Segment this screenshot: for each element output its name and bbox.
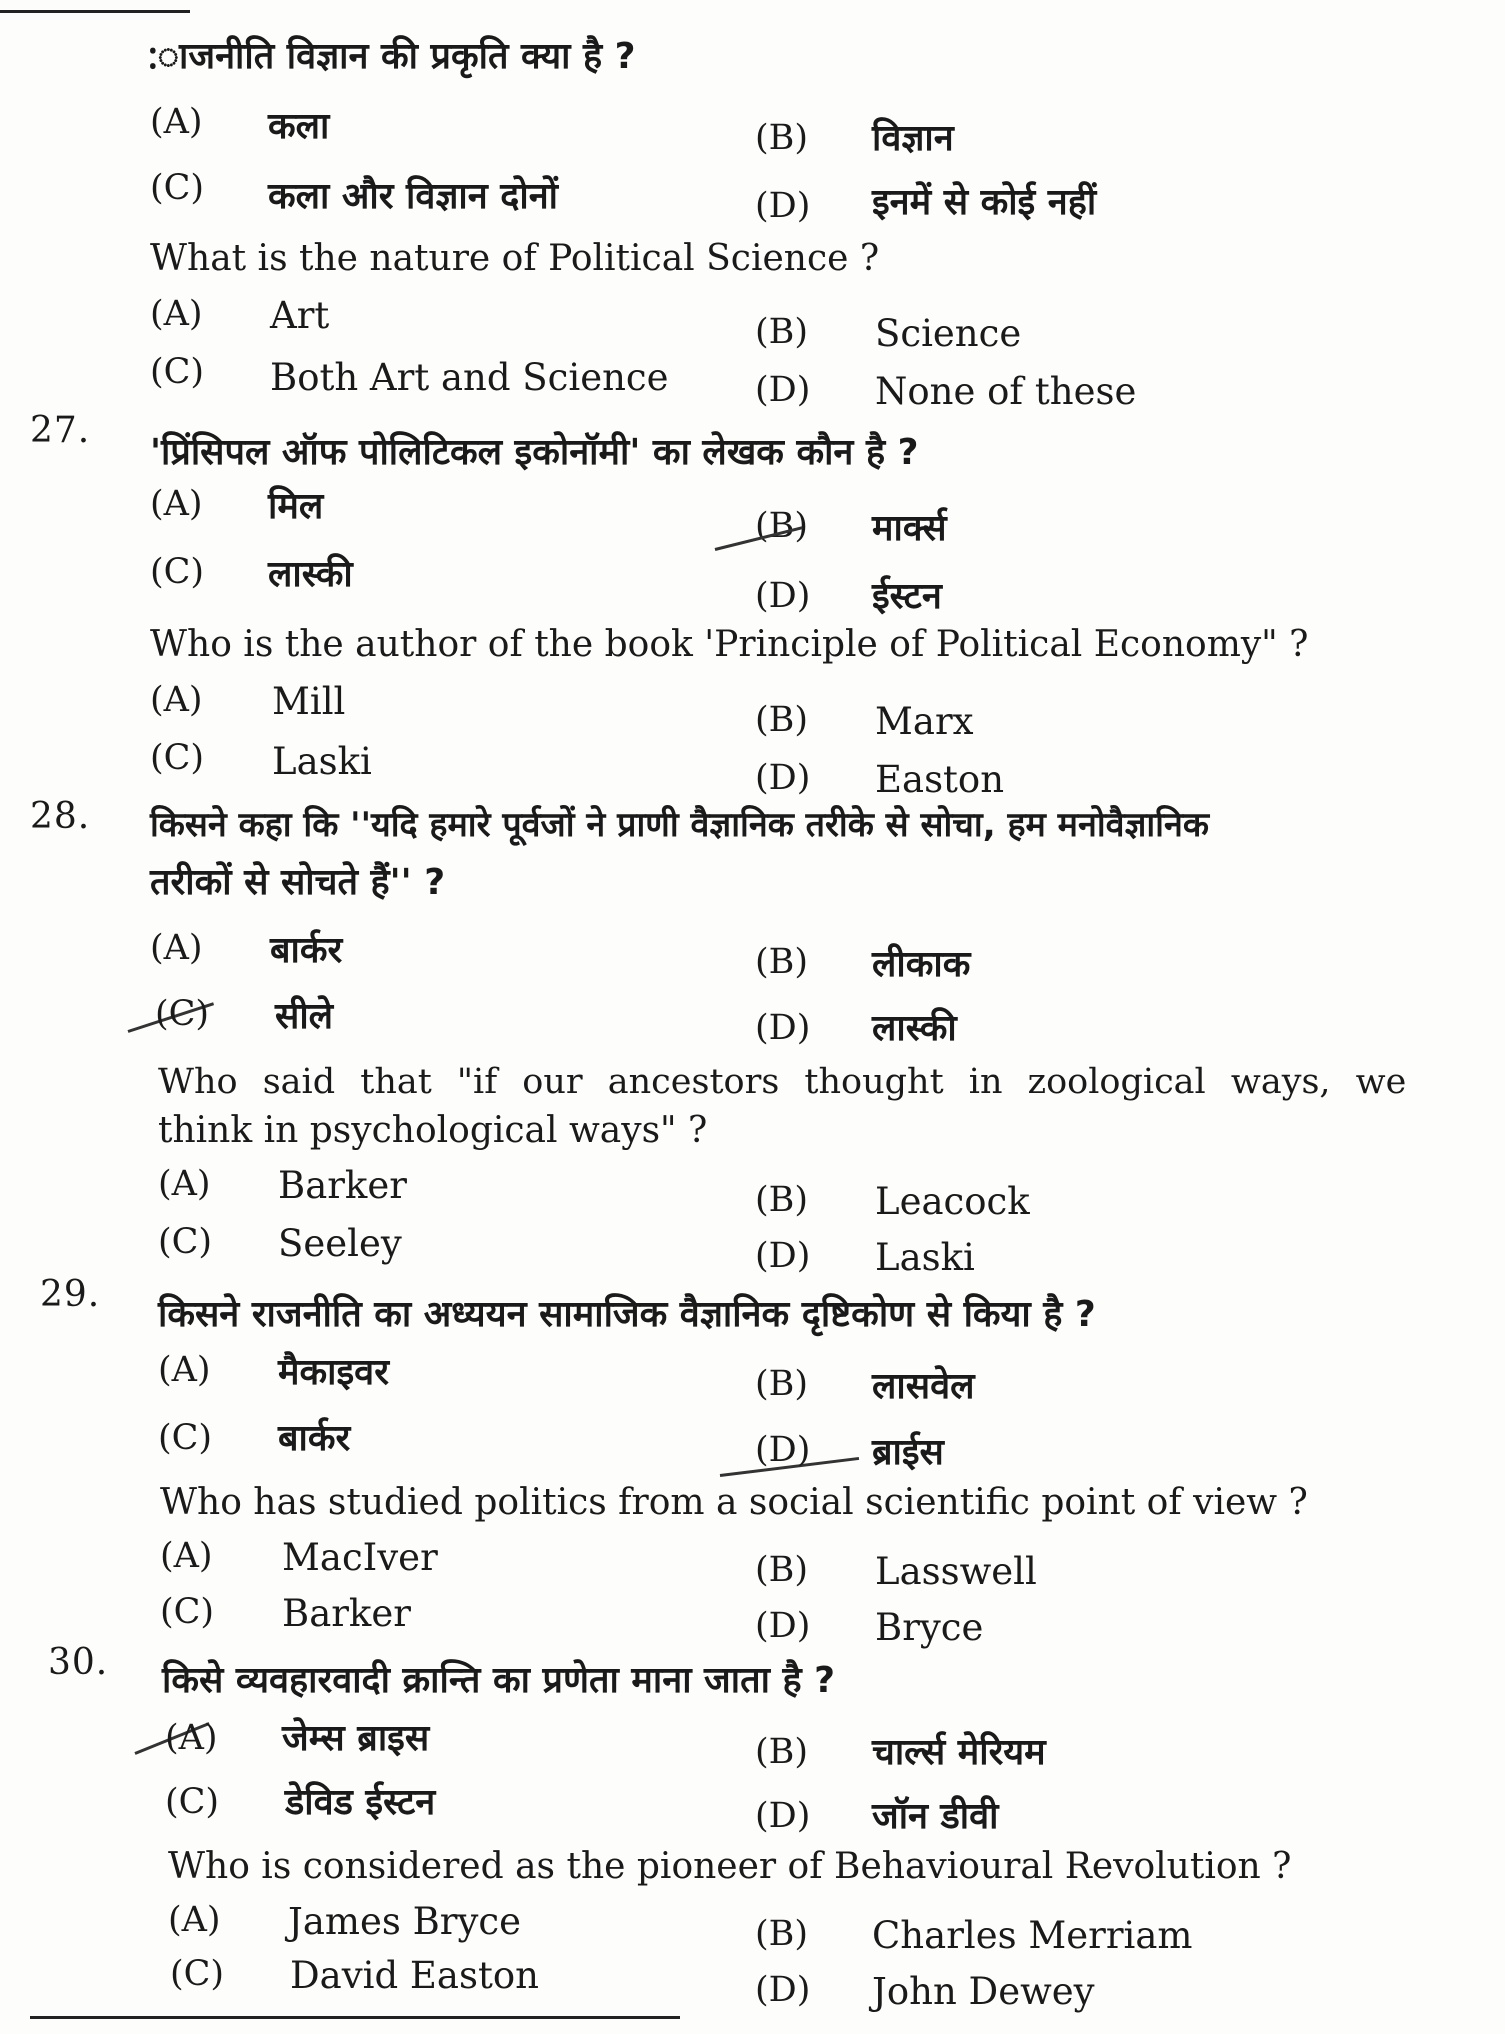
q29-en-option-a: MacIver [282, 1536, 438, 1579]
q26-hindi-text: :ाजनीति विज्ञान की प्रकृति क्या है ? [148, 36, 636, 77]
q30-hi-label-a: (A) [165, 1718, 218, 1758]
q28-hi-label-d: (D) [755, 1008, 811, 1048]
q27-hi-label-c: (C) [150, 552, 205, 592]
q30-hi-option-c: डेविड ईस्टन [285, 1782, 436, 1823]
q27-hi-option-d: ईस्टन [872, 576, 942, 617]
q29-number: 29. [40, 1274, 101, 1315]
q29-hi-option-b: लासवेल [872, 1366, 975, 1407]
q30-hi-option-b: चार्ल्स मेरियम [872, 1732, 1046, 1773]
q30-number: 30. [48, 1642, 109, 1683]
q27-hi-label-b: (B) [755, 506, 809, 546]
q27-number: 27. [30, 410, 91, 451]
q27-en-label-a: (A) [150, 680, 203, 720]
q27-hi-option-a: मिल [268, 486, 324, 527]
q29-en-label-a: (A) [160, 1536, 213, 1576]
q28-hindi-text-line1: किसने कहा कि ''यदि हमारे पूर्वजों ने प्राणी वैज्ञानिक तरीके से सोचा, हम मनोवैज्ञानिक [150, 805, 1209, 845]
q26-en-option-d: None of these [875, 370, 1137, 413]
q29-hi-label-b: (B) [755, 1364, 809, 1404]
q28-english-text-line2: think in psychological ways" ? [158, 1110, 708, 1151]
q27-hindi-text: 'प्रिंसिपल ऑफ पोलिटिकल इकोनॉमी' का लेखक कौन है ? [150, 432, 919, 473]
q30-hindi-text: किसे व्यवहारवादी क्रान्ति का प्रणेता माना जाता है ? [162, 1660, 835, 1701]
q29-en-label-b: (B) [755, 1550, 809, 1590]
q26-en-option-a: Art [270, 294, 330, 337]
q30-en-label-d: (D) [755, 1970, 811, 2010]
q28-hi-option-a: बार्कर [270, 930, 343, 971]
q26-en-label-b: (B) [755, 312, 809, 352]
q29-en-label-d: (D) [755, 1606, 811, 1646]
q28-en-option-d: Laski [875, 1236, 975, 1279]
q26-hi-label-c: (C) [150, 168, 205, 208]
q26-en-option-c: Both Art and Science [270, 356, 669, 399]
q28-en-label-b: (B) [755, 1180, 809, 1220]
q29-hi-option-d: ब्राईस [872, 1432, 944, 1473]
page-bottom-rule [30, 2016, 680, 2019]
q28-english-text-line1: Who said that "if our ancestors thought in zoological ways, we [158, 1062, 1407, 1102]
q29-hindi-text: किसने राजनीति का अध्ययन सामाजिक वैज्ञानिक दृष्टिकोण से किया है ? [158, 1294, 1096, 1335]
q30-en-label-c: (C) [170, 1954, 225, 1994]
q26-hi-option-d: इनमें से कोई नहीं [872, 182, 1097, 223]
q29-en-label-c: (C) [160, 1592, 215, 1632]
q29-english-text: Who has studied politics from a social scientific point of view ? [160, 1482, 1308, 1523]
q26-english-text: What is the nature of Political Science ? [150, 238, 880, 279]
q30-en-option-b: Charles Merriam [872, 1914, 1193, 1957]
q27-en-option-a: Mill [272, 680, 346, 723]
q28-hi-label-c: (C) [155, 994, 210, 1034]
q30-en-option-d: John Dewey [872, 1970, 1095, 2013]
q27-hi-label-d: (D) [755, 576, 811, 616]
q27-en-label-d: (D) [755, 758, 811, 798]
q26-en-label-d: (D) [755, 370, 811, 410]
q30-en-option-a: James Bryce [288, 1900, 522, 1943]
q29-hi-label-d: (D) [755, 1430, 811, 1470]
q28-en-option-c: Seeley [278, 1222, 402, 1265]
q26-hi-label-d: (D) [755, 186, 811, 226]
q27-en-option-b: Marx [875, 700, 974, 743]
q30-en-option-c: David Easton [290, 1954, 539, 1997]
q30-hi-label-d: (D) [755, 1796, 811, 1836]
q28-hindi-text-line2: तरीकों से सोचते हैं'' ? [150, 862, 446, 903]
q26-hi-label-a: (A) [150, 102, 203, 142]
q28-en-label-c: (C) [158, 1222, 213, 1262]
q29-en-option-c: Barker [282, 1592, 411, 1635]
q28-en-option-a: Barker [278, 1164, 407, 1207]
q28-hi-option-d: लास्की [872, 1008, 957, 1049]
q30-hi-option-a: जेम्स ब्राइस [282, 1718, 430, 1759]
q30-en-label-a: (A) [168, 1900, 221, 1940]
q28-hi-label-a: (A) [150, 928, 203, 968]
q29-hi-option-c: बार्कर [278, 1418, 351, 1459]
q28-number: 28. [30, 796, 91, 837]
q29-hi-label-c: (C) [158, 1418, 213, 1458]
q28-en-option-b: Leacock [875, 1180, 1030, 1223]
q26-hi-option-a: कला [268, 106, 330, 147]
q28-en-label-d: (D) [755, 1236, 811, 1276]
q29-en-option-d: Bryce [875, 1606, 984, 1649]
q29-en-option-b: Lasswell [875, 1550, 1037, 1593]
q27-en-label-c: (C) [150, 738, 205, 778]
q26-hi-option-b: विज्ञान [872, 118, 954, 159]
q28-hi-option-c: सीले [275, 996, 334, 1037]
q29-hi-label-a: (A) [158, 1350, 211, 1390]
page-top-rule [0, 0, 190, 13]
q27-hi-label-a: (A) [150, 484, 203, 524]
q28-hi-option-b: लीकाक [872, 944, 971, 985]
q26-hi-option-c: कला और विज्ञान दोनों [268, 176, 558, 217]
q27-hi-option-c: लास्की [268, 554, 353, 595]
q26-en-option-b: Science [875, 312, 1022, 355]
q27-en-option-d: Easton [875, 758, 1005, 801]
q26-en-label-c: (C) [150, 352, 205, 392]
q30-en-label-b: (B) [755, 1914, 809, 1954]
q27-en-label-b: (B) [755, 700, 809, 740]
q27-hi-option-b: मार्क्स [872, 508, 947, 549]
q28-en-label-a: (A) [158, 1164, 211, 1204]
q30-hi-option-d: जॉन डीवी [872, 1796, 999, 1837]
q27-english-text: Who is the author of the book 'Principle of Political Economy" ? [150, 624, 1309, 665]
q26-en-label-a: (A) [150, 294, 203, 334]
q30-hi-label-b: (B) [755, 1732, 809, 1772]
q27-en-option-c: Laski [272, 740, 372, 783]
q30-english-text: Who is considered as the pioneer of Behavioural Revolution ? [168, 1846, 1292, 1887]
q29-hi-option-a: मैकाइवर [278, 1352, 389, 1393]
q28-hi-label-b: (B) [755, 942, 809, 982]
q26-hi-label-b: (B) [755, 118, 809, 158]
q30-hi-label-c: (C) [165, 1782, 220, 1822]
